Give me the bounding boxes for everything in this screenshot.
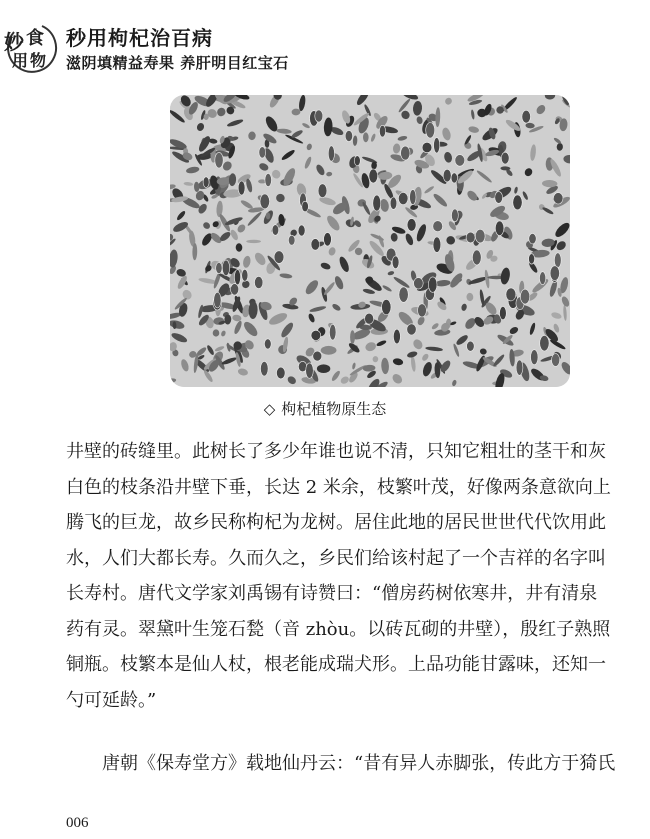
- berry-shape: [501, 152, 509, 164]
- berry-shape: [418, 304, 427, 317]
- berry-shape: [434, 138, 440, 153]
- logo-char-3: 用: [12, 51, 29, 70]
- berry-shape: [399, 287, 408, 302]
- berry-shape: [506, 288, 516, 301]
- berry-shape: [214, 292, 221, 308]
- berry-shape: [328, 146, 334, 161]
- leaf-shape: [321, 346, 337, 355]
- berry-shape: [379, 125, 385, 137]
- berry-shape: [277, 367, 286, 379]
- berry-shape: [242, 269, 248, 281]
- berry-shape: [255, 276, 263, 288]
- berry-shape: [452, 209, 459, 222]
- berry-shape: [392, 256, 399, 269]
- leaf-shape: [350, 330, 355, 344]
- berry-shape: [382, 300, 391, 315]
- berry-shape: [231, 284, 239, 295]
- berry-shape: [540, 335, 549, 351]
- berry-shape: [261, 361, 269, 376]
- berry-shape: [390, 197, 397, 209]
- leaf-shape: [246, 240, 261, 243]
- berry-shape: [472, 250, 481, 265]
- logo-char-2: 食: [26, 28, 44, 49]
- berry-shape: [272, 225, 279, 236]
- berry-shape: [260, 194, 270, 209]
- berry-shape: [393, 329, 400, 344]
- berry-shape: [500, 307, 507, 320]
- text-line: 长寿村。唐代文学家刘禹锡有诗赞曰：“僧房药树依寒井，井有清泉: [66, 583, 598, 604]
- goji-plant-image: [170, 95, 570, 387]
- berry-shape: [433, 221, 443, 232]
- berry-shape: [554, 253, 561, 268]
- berry-shape: [495, 221, 504, 236]
- logo-char-4: 物: [30, 51, 47, 70]
- logo-char-1: 妙: [4, 30, 24, 54]
- berry-shape: [306, 363, 314, 378]
- berry-shape: [313, 351, 322, 361]
- diamond-icon: ◇: [263, 400, 276, 418]
- text-line: 勺可延龄。”: [66, 689, 157, 711]
- berry-shape: [540, 272, 546, 285]
- berry-shape: [407, 219, 416, 232]
- berry-shape: [553, 193, 563, 204]
- berry-shape: [529, 234, 536, 244]
- berry-shape: [466, 232, 475, 243]
- logo: [2, 18, 58, 74]
- berry-shape: [369, 169, 378, 183]
- text-line: 铜瓶。枝繁本是仙人杖，根老能成瑞犬形。上品功能甘露味，还知一: [66, 654, 606, 675]
- berry-shape: [264, 339, 271, 349]
- book-subtitle: 滋阴填精益寿果 养肝明目红宝石: [66, 54, 289, 72]
- berry-shape: [552, 354, 560, 367]
- text-line: 白色的枝条沿井壁下垂，长达 2 米余，枝繁叶茂，好像两条意欲向上: [66, 476, 611, 498]
- berry-shape: [311, 330, 321, 340]
- text-line: 水，人们大都长寿。久而久之，乡民们给该村起了一个吉祥的名字叫: [66, 547, 606, 569]
- berry-shape: [329, 324, 336, 340]
- berry-shape: [410, 190, 416, 205]
- berry-shape: [274, 251, 284, 264]
- berry-shape: [222, 260, 229, 276]
- text-line: 井壁的砖缝里。此树长了多少年谁也说不清，只知它粗壮的茎干和灰: [66, 441, 606, 462]
- berry-shape: [422, 142, 432, 152]
- goji-plant-photo: [170, 95, 570, 387]
- berry-shape: [298, 225, 305, 236]
- berry-shape: [529, 254, 535, 264]
- berry-shape: [324, 233, 332, 246]
- berry-shape: [495, 192, 503, 204]
- berry-shape: [302, 201, 309, 212]
- berry-shape: [203, 177, 209, 188]
- berry-shape: [475, 229, 485, 243]
- berry-shape: [315, 110, 323, 122]
- berry-shape: [234, 270, 240, 285]
- body-paragraph: [66, 434, 640, 718]
- berry-shape: [265, 173, 272, 186]
- berry-shape: [550, 266, 559, 281]
- berry-shape: [288, 235, 295, 245]
- berry-shape: [215, 152, 223, 168]
- caption-text: 枸杞植物原生态: [281, 400, 387, 418]
- berry-shape: [318, 184, 327, 198]
- berry-shape: [520, 289, 529, 304]
- text-line: 药有灵。翠黛叶生笼石甃（音 zhòu。以砖瓦砌的井壁），殷红子熟照: [66, 618, 611, 640]
- berry-shape: [238, 181, 245, 195]
- berry-shape: [345, 130, 352, 141]
- text-line: 腾飞的巨龙，故乡民称枸杞为龙树。居住此地的居民世世代代饮用此: [66, 512, 606, 533]
- berry-shape: [467, 341, 475, 351]
- book-title: 秒用枸杞治百病: [66, 26, 213, 50]
- body-paragraph-2: [66, 746, 640, 782]
- berry-shape: [513, 195, 522, 210]
- berry-shape: [516, 360, 523, 375]
- berry-shape: [373, 195, 381, 211]
- berry-shape: [311, 239, 320, 251]
- berry-shape: [401, 146, 410, 160]
- page-header: [0, 0, 650, 80]
- page-number: 006: [66, 815, 89, 831]
- berry-shape: [259, 147, 266, 158]
- berry-shape: [414, 278, 424, 289]
- berry-shape: [354, 156, 360, 166]
- leaf-shape: [317, 364, 330, 373]
- berry-shape: [365, 313, 374, 324]
- leaf-shape: [363, 132, 369, 142]
- berry-shape: [216, 263, 222, 274]
- text-line: 唐朝《保寿堂方》载地仙丹云：“昔有异人赤脚张，传此方于猗氏: [102, 753, 616, 774]
- berry-shape: [407, 324, 416, 335]
- berry-shape: [428, 277, 437, 292]
- leaf-shape: [213, 329, 220, 336]
- berry-shape: [451, 173, 457, 183]
- berry-shape: [398, 192, 408, 204]
- berry-shape: [426, 123, 435, 139]
- berry-shape: [531, 350, 538, 365]
- figure-caption: [0, 398, 650, 419]
- berry-shape: [522, 110, 531, 123]
- berry-shape: [433, 237, 441, 252]
- berry-shape: [443, 169, 451, 182]
- berry-shape: [455, 155, 465, 167]
